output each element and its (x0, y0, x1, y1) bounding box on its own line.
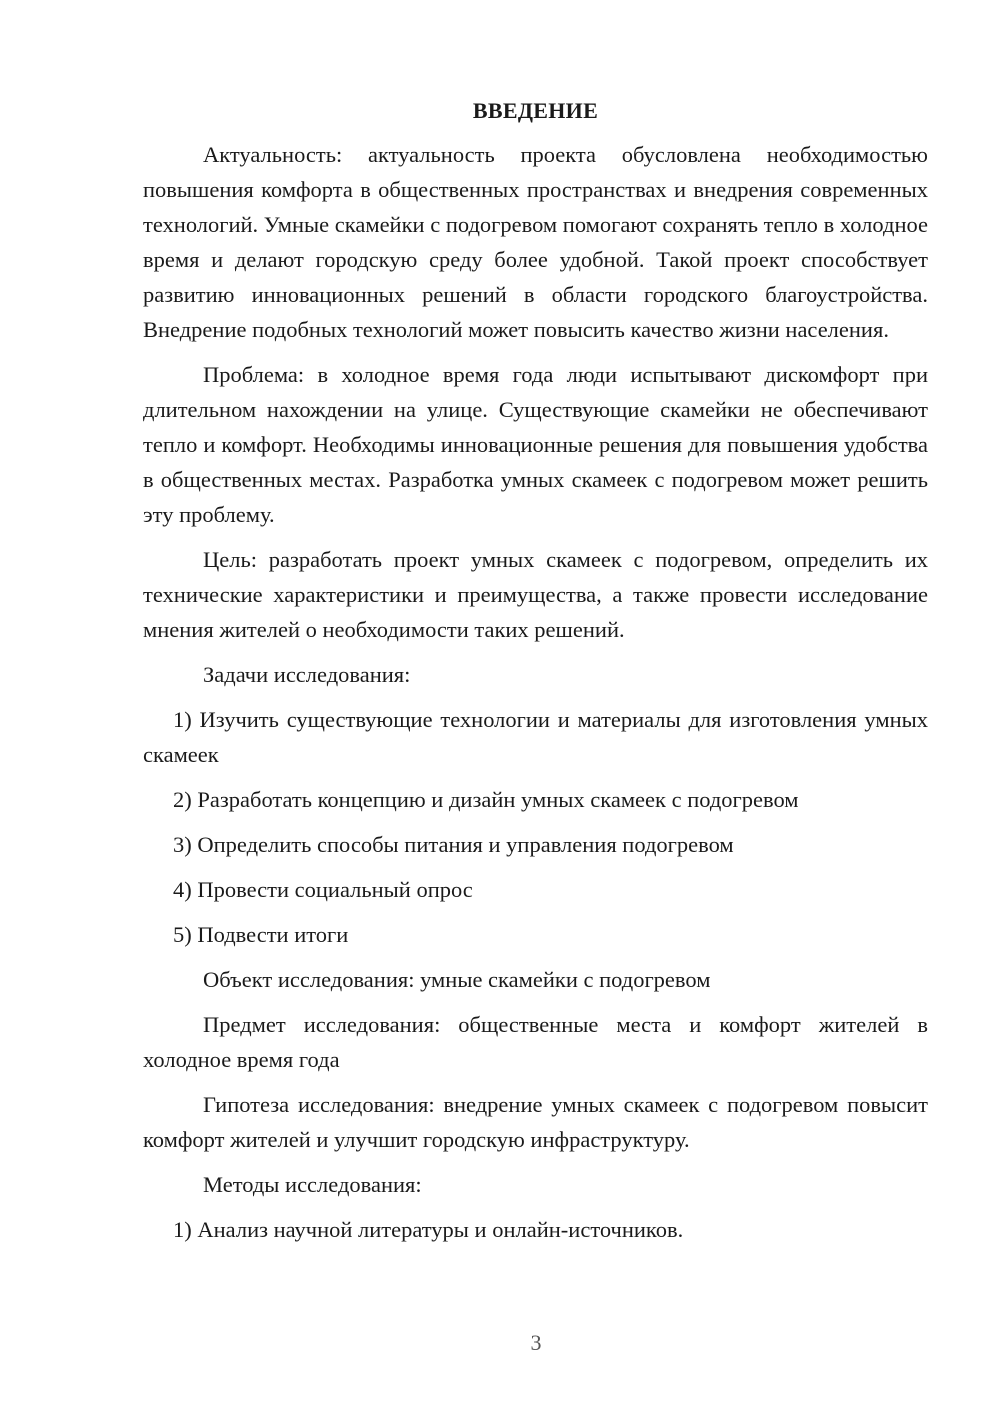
document-page (143, 93, 928, 1257)
page-title: ВВЕДЕНИЕ (472, 98, 599, 123)
subject-paragraph: Предмет исследования: общественные места и комфорт жителей в холодное время года (143, 1012, 928, 1072)
task-item-1: 1) Изучить существующие технологии и материалы для изготовления умных скамеек (143, 707, 928, 767)
relevance-paragraph: Актуальность: актуальность проекта обусловлена необходимостью повышения комфорта в общественных пространствах и внедрения современных технологий. Умные скамейки с подогревом помогают сохранять тепло в холодное время и делают городскую среду более удобной. Такой проект способствует развитию инновационных решений в области городского благоустройства. Внедрение подобных технологий может повысить качество жизни населения. (143, 142, 928, 342)
methods-heading: Методы исследования: (203, 1172, 422, 1197)
hypothesis-paragraph: Гипотеза исследования: внедрение умных скамеек с подогревом повысит комфорт жителей и улучшит городскую инфраструктуру. (143, 1092, 928, 1152)
object-paragraph: Объект исследования: умные скамейки с подогревом (203, 967, 711, 992)
task-item-5: 5) Подвести итоги (173, 922, 349, 947)
method-item-1: 1) Анализ научной литературы и онлайн-источников. (173, 1217, 684, 1242)
page-number: 3 (530, 1330, 542, 1355)
task-item-3: 3) Определить способы питания и управления подогревом (173, 832, 734, 857)
problem-paragraph: Проблема: в холодное время года люди испытывают дискомфорт при длительном нахождении на улице. Существующие скамейки не обеспечивают тепло и комфорт. Необходимы инновационные решения для повышения удобства в общественных местах. Разработка умных скамеек с подогревом может решить эту проблему. (143, 362, 928, 527)
goal-paragraph: Цель: разработать проект умных скамеек с подогревом, определить их технические характеристики и преимущества, а также провести исследование мнения жителей о необходимости таких решений. (143, 547, 928, 642)
tasks-heading: Задачи исследования: (203, 662, 411, 687)
task-item-4: 4) Провести социальный опрос (173, 877, 473, 902)
task-item-2: 2) Разработать концепцию и дизайн умных скамеек с подогревом (173, 787, 799, 812)
